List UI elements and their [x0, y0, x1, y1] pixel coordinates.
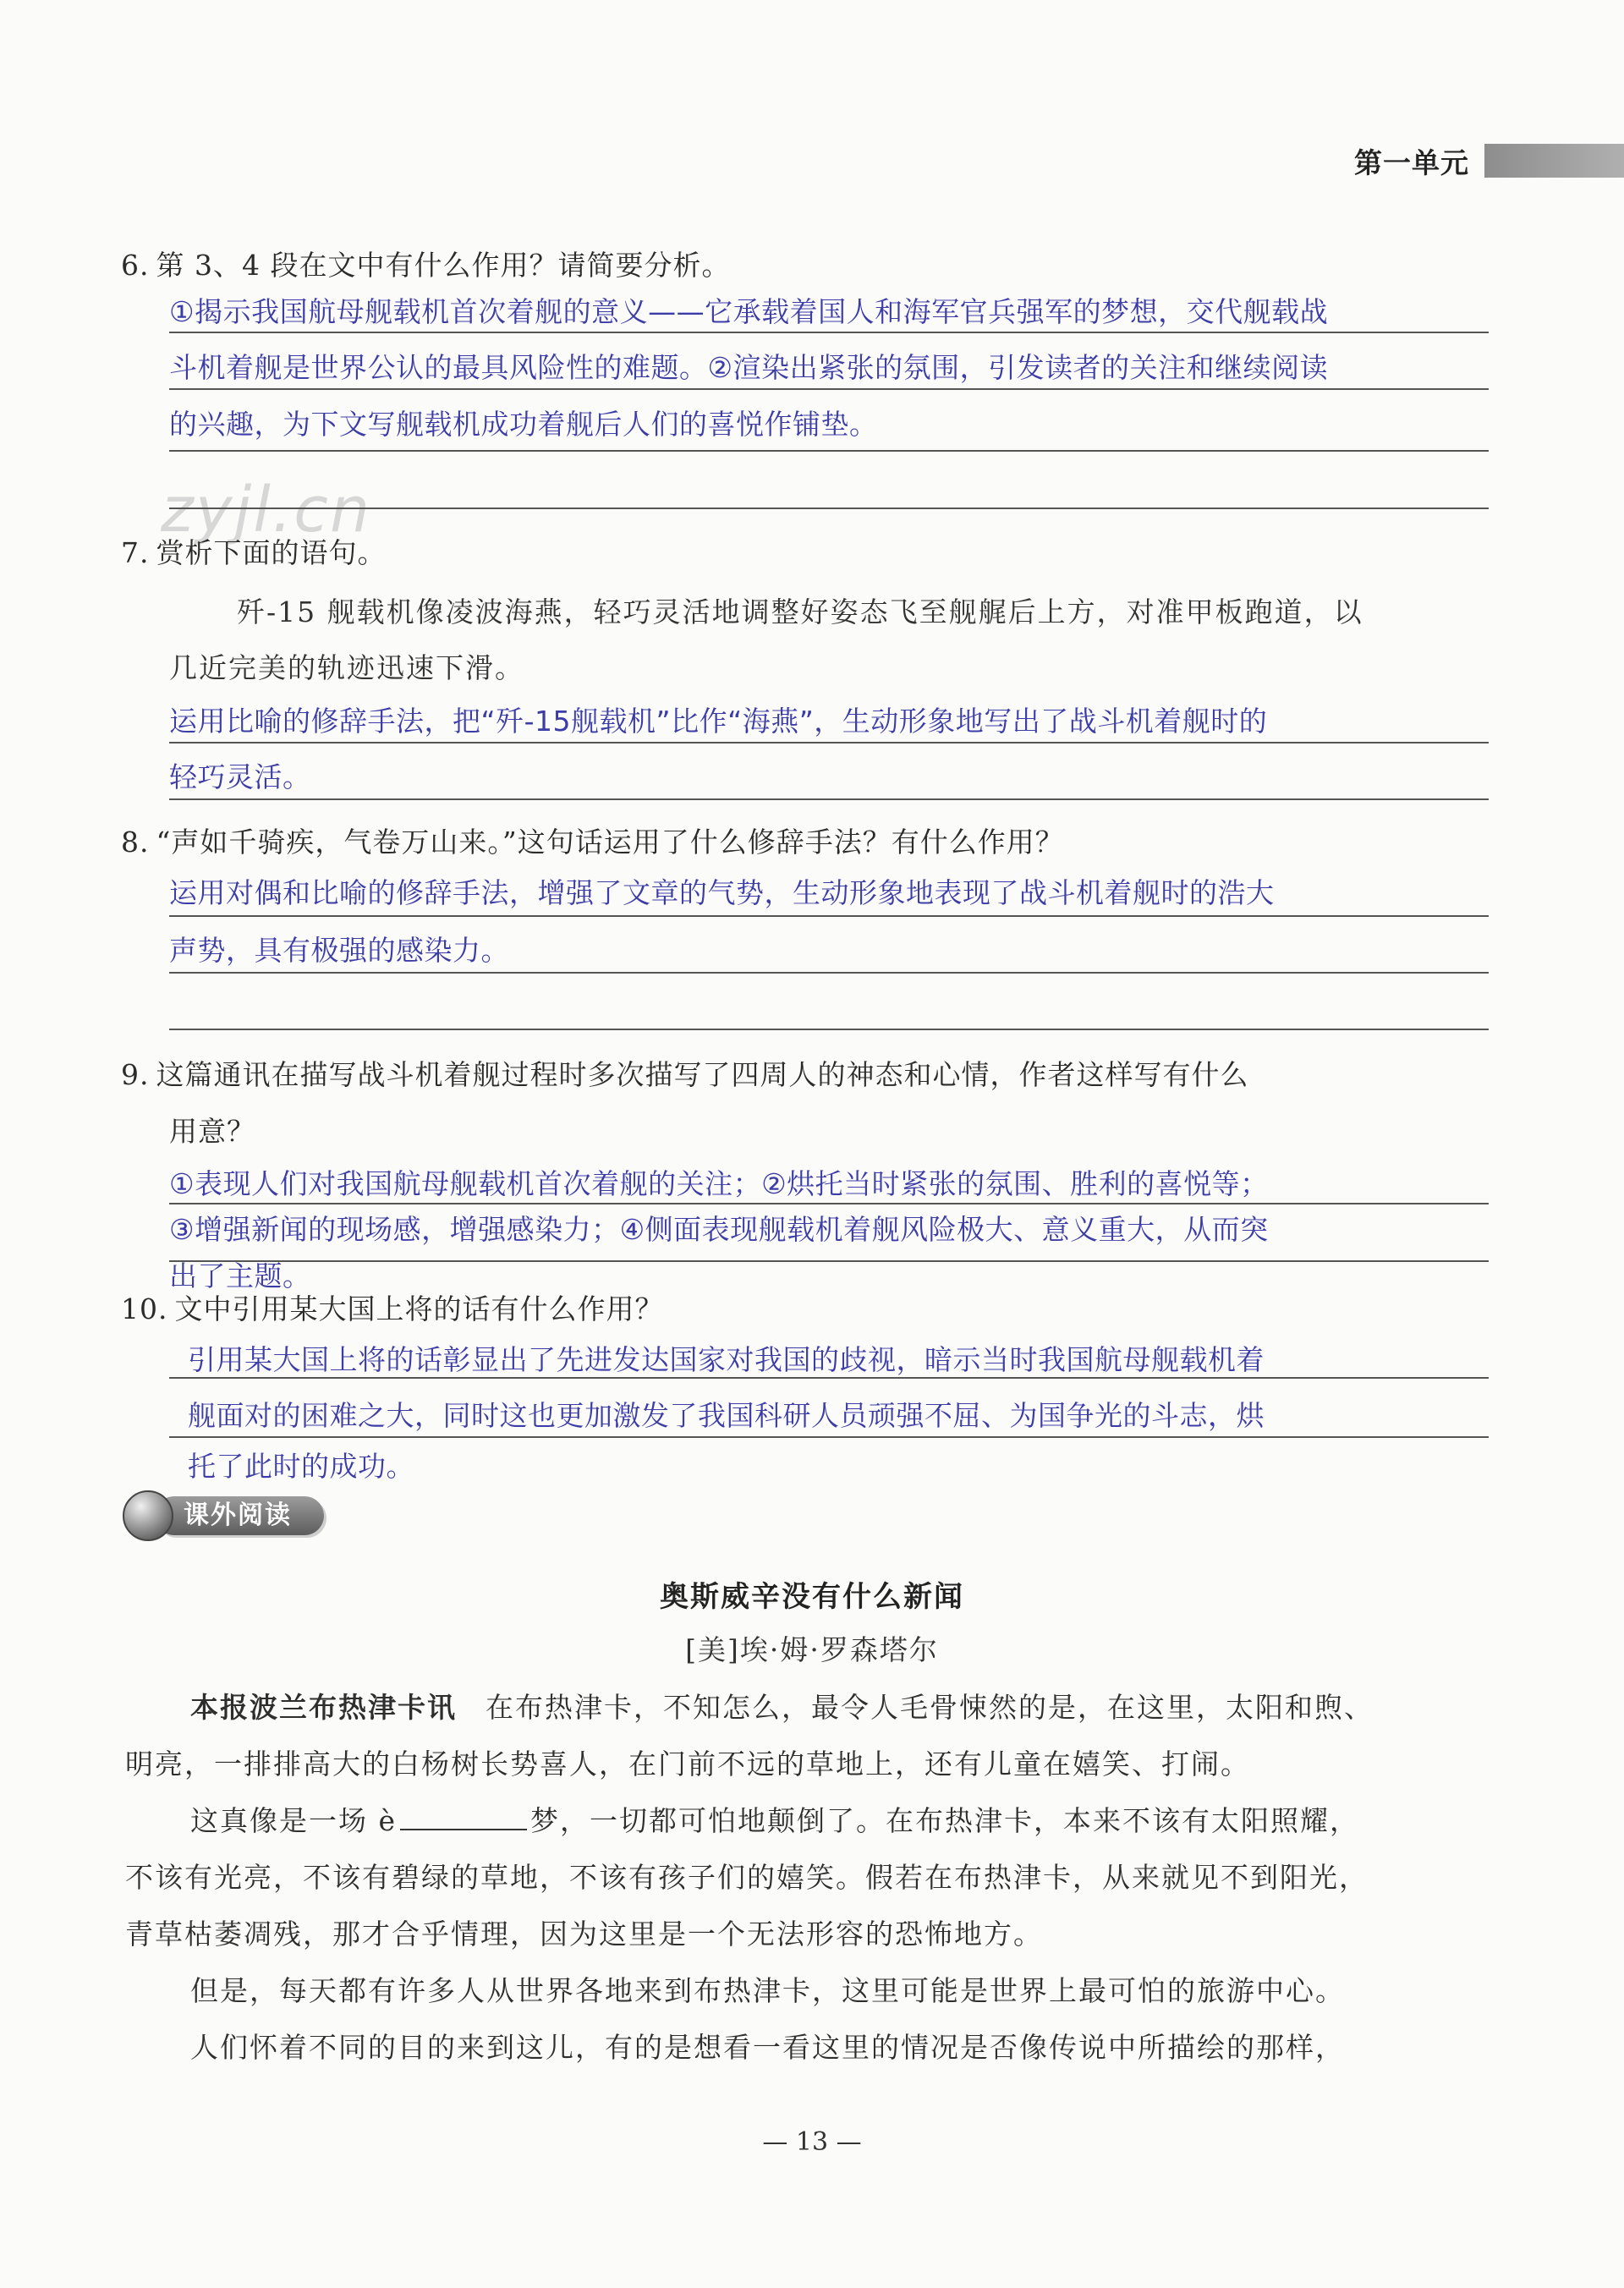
answer-rule: [169, 915, 1489, 917]
question-text: 赏析下面的语句。: [156, 536, 387, 569]
answer-rule: [169, 972, 1489, 974]
unit-header: [1354, 140, 1624, 182]
answer-rule: [169, 1203, 1489, 1204]
paragraph-text: 在布热津卡，不知怎么，最令人毛骨悚然的是，在这里，太阳和煦、: [486, 1691, 1374, 1724]
question-number: 9.: [121, 1058, 150, 1091]
question-9: [121, 1053, 1249, 1093]
article-dateline: 本报波兰布热津卡讯: [190, 1691, 457, 1724]
article-paragraph-4: 人们怀着不同的目的来到这儿，有的是想看一看这里的情况是否像传说中所描绘的那样，: [190, 2031, 1345, 2064]
question-text: 文中引用某大国上将的话有什么作用？: [174, 1292, 664, 1325]
answer-line: ①揭示我国航母舰载机首次着舰的意义——它承载着国人和海军官兵强军的梦想，交代舰载战: [169, 295, 1329, 328]
question-number: 8.: [121, 826, 150, 859]
question-text: 第 3、4 段在文中有什么作用？请简要分析。: [156, 249, 731, 282]
article-author: [美]埃·姆·罗森塔尔: [685, 1633, 939, 1666]
answer-rule: [169, 1377, 1489, 1379]
question-6: [121, 244, 730, 283]
section-label: 课外阅读: [155, 1496, 324, 1535]
answer-line: 运用对偶和比喻的修辞手法，增强了文章的气势，生动形象地表现了战斗机着舰时的浩大: [169, 876, 1275, 909]
answer-rule: [169, 742, 1489, 743]
question-number: 6.: [121, 249, 150, 282]
fill-in-blank[interactable]: [400, 1805, 527, 1830]
paragraph-text: 这真像是一场 è: [190, 1804, 398, 1837]
paragraph-text: 青草枯萎凋残，那才合乎情理，因为这里是一个无法形容的恐怖地方。: [125, 1918, 1043, 1951]
question-text: “声如千骑疾，气卷万山来。”这句话运用了什么修辞手法？有什么作用？: [156, 826, 1064, 859]
question-8: [121, 820, 1064, 860]
question-text-continued: 用意？: [169, 1115, 255, 1148]
answer-line: 引用某大国上将的话彰显出了先进发达国家对我国的歧视，暗示当时我国航母舰载机着: [188, 1343, 1265, 1376]
answer-line: 托了此时的成功。: [188, 1450, 414, 1483]
answer-rule: [169, 1436, 1489, 1438]
answer-line: 出了主题。: [169, 1259, 311, 1292]
quoted-passage: 几近完美的轨迹迅速下滑。: [169, 651, 524, 684]
answer-rule: [169, 1029, 1489, 1030]
article-paragraph-2: [190, 1799, 1359, 1839]
answer-line: ①表现人们对我国航母舰载机首次着舰的关注；②烘托当时紧张的氛围、胜利的喜悦等；: [169, 1167, 1269, 1200]
answer-rule: [169, 798, 1489, 800]
paragraph-text: 明亮，一排排高大的白杨树长势喜人，在门前不远的草地上，还有儿童在嬉笑、打闹。: [125, 1748, 1250, 1780]
unit-title: 第一单元: [1354, 145, 1469, 179]
answer-line: 轻巧灵活。: [169, 760, 311, 793]
question-text: 这篇通讯在描写战斗机着舰过程时多次描写了四周人的神态和心情，作者这样写有什么: [156, 1058, 1249, 1091]
answer-rule: [169, 1260, 1489, 1262]
paragraph-text: 梦，一切都可怕地颠倒了。在布热津卡，本来不该有太阳照耀，: [530, 1804, 1360, 1837]
answer-line: 运用比喻的修辞手法，把“歼-15舰载机”比作“海燕”，生动形象地写出了战斗机着舰时的: [169, 705, 1268, 738]
section-badge: [123, 1490, 324, 1541]
question-10: [121, 1287, 663, 1327]
question-number: 10.: [121, 1292, 168, 1325]
question-7: [121, 531, 387, 571]
answer-line: 声势，具有极强的感染力。: [169, 934, 509, 967]
answer-rule: [169, 508, 1489, 509]
answer-rule: [169, 388, 1489, 390]
answer-line: 的兴趣，为下文写舰载机成功着舰后人们的喜悦作铺垫。: [169, 408, 878, 441]
answer-line: 舰面对的困难之大，同时这也更加激发了我国科研人员顽强不屈、为国争光的斗志，烘: [188, 1399, 1265, 1432]
page-number: — 13 —: [762, 2127, 862, 2157]
watermark: zyjl.cn: [161, 474, 371, 546]
article-paragraph-1: [190, 1686, 1374, 1726]
answer-line: ③增强新闻的现场感，增强感染力；④侧面表现舰载机着舰风险极大、意义重大，从而突: [169, 1213, 1269, 1246]
answer-line: 斗机着舰是世界公认的最具风险性的难题。②渲染出紧张的氛围，引发读者的关注和继续阅读: [169, 351, 1329, 384]
article-paragraph-3: 但是，每天都有许多人从世界各地来到布热津卡，这里可能是世界上最可怕的旅游中心。: [190, 1974, 1345, 2007]
question-number: 7.: [121, 536, 150, 569]
paragraph-text: 不该有光亮，不该有碧绿的草地，不该有孩子们的嬉笑。假若在布热津卡，从来就见不到阳光，: [125, 1861, 1369, 1894]
answer-rule: [169, 332, 1489, 333]
globe-icon: [123, 1490, 173, 1541]
answer-rule: [169, 450, 1489, 452]
quoted-passage: 歼-15 舰载机像凌波海燕，轻巧灵活地调整好姿态飞至舰艉后上方，对准甲板跑道，以: [237, 595, 1363, 628]
article-title: 奥斯威辛没有什么新闻: [660, 1580, 964, 1614]
unit-bar-decoration: [1484, 144, 1624, 178]
